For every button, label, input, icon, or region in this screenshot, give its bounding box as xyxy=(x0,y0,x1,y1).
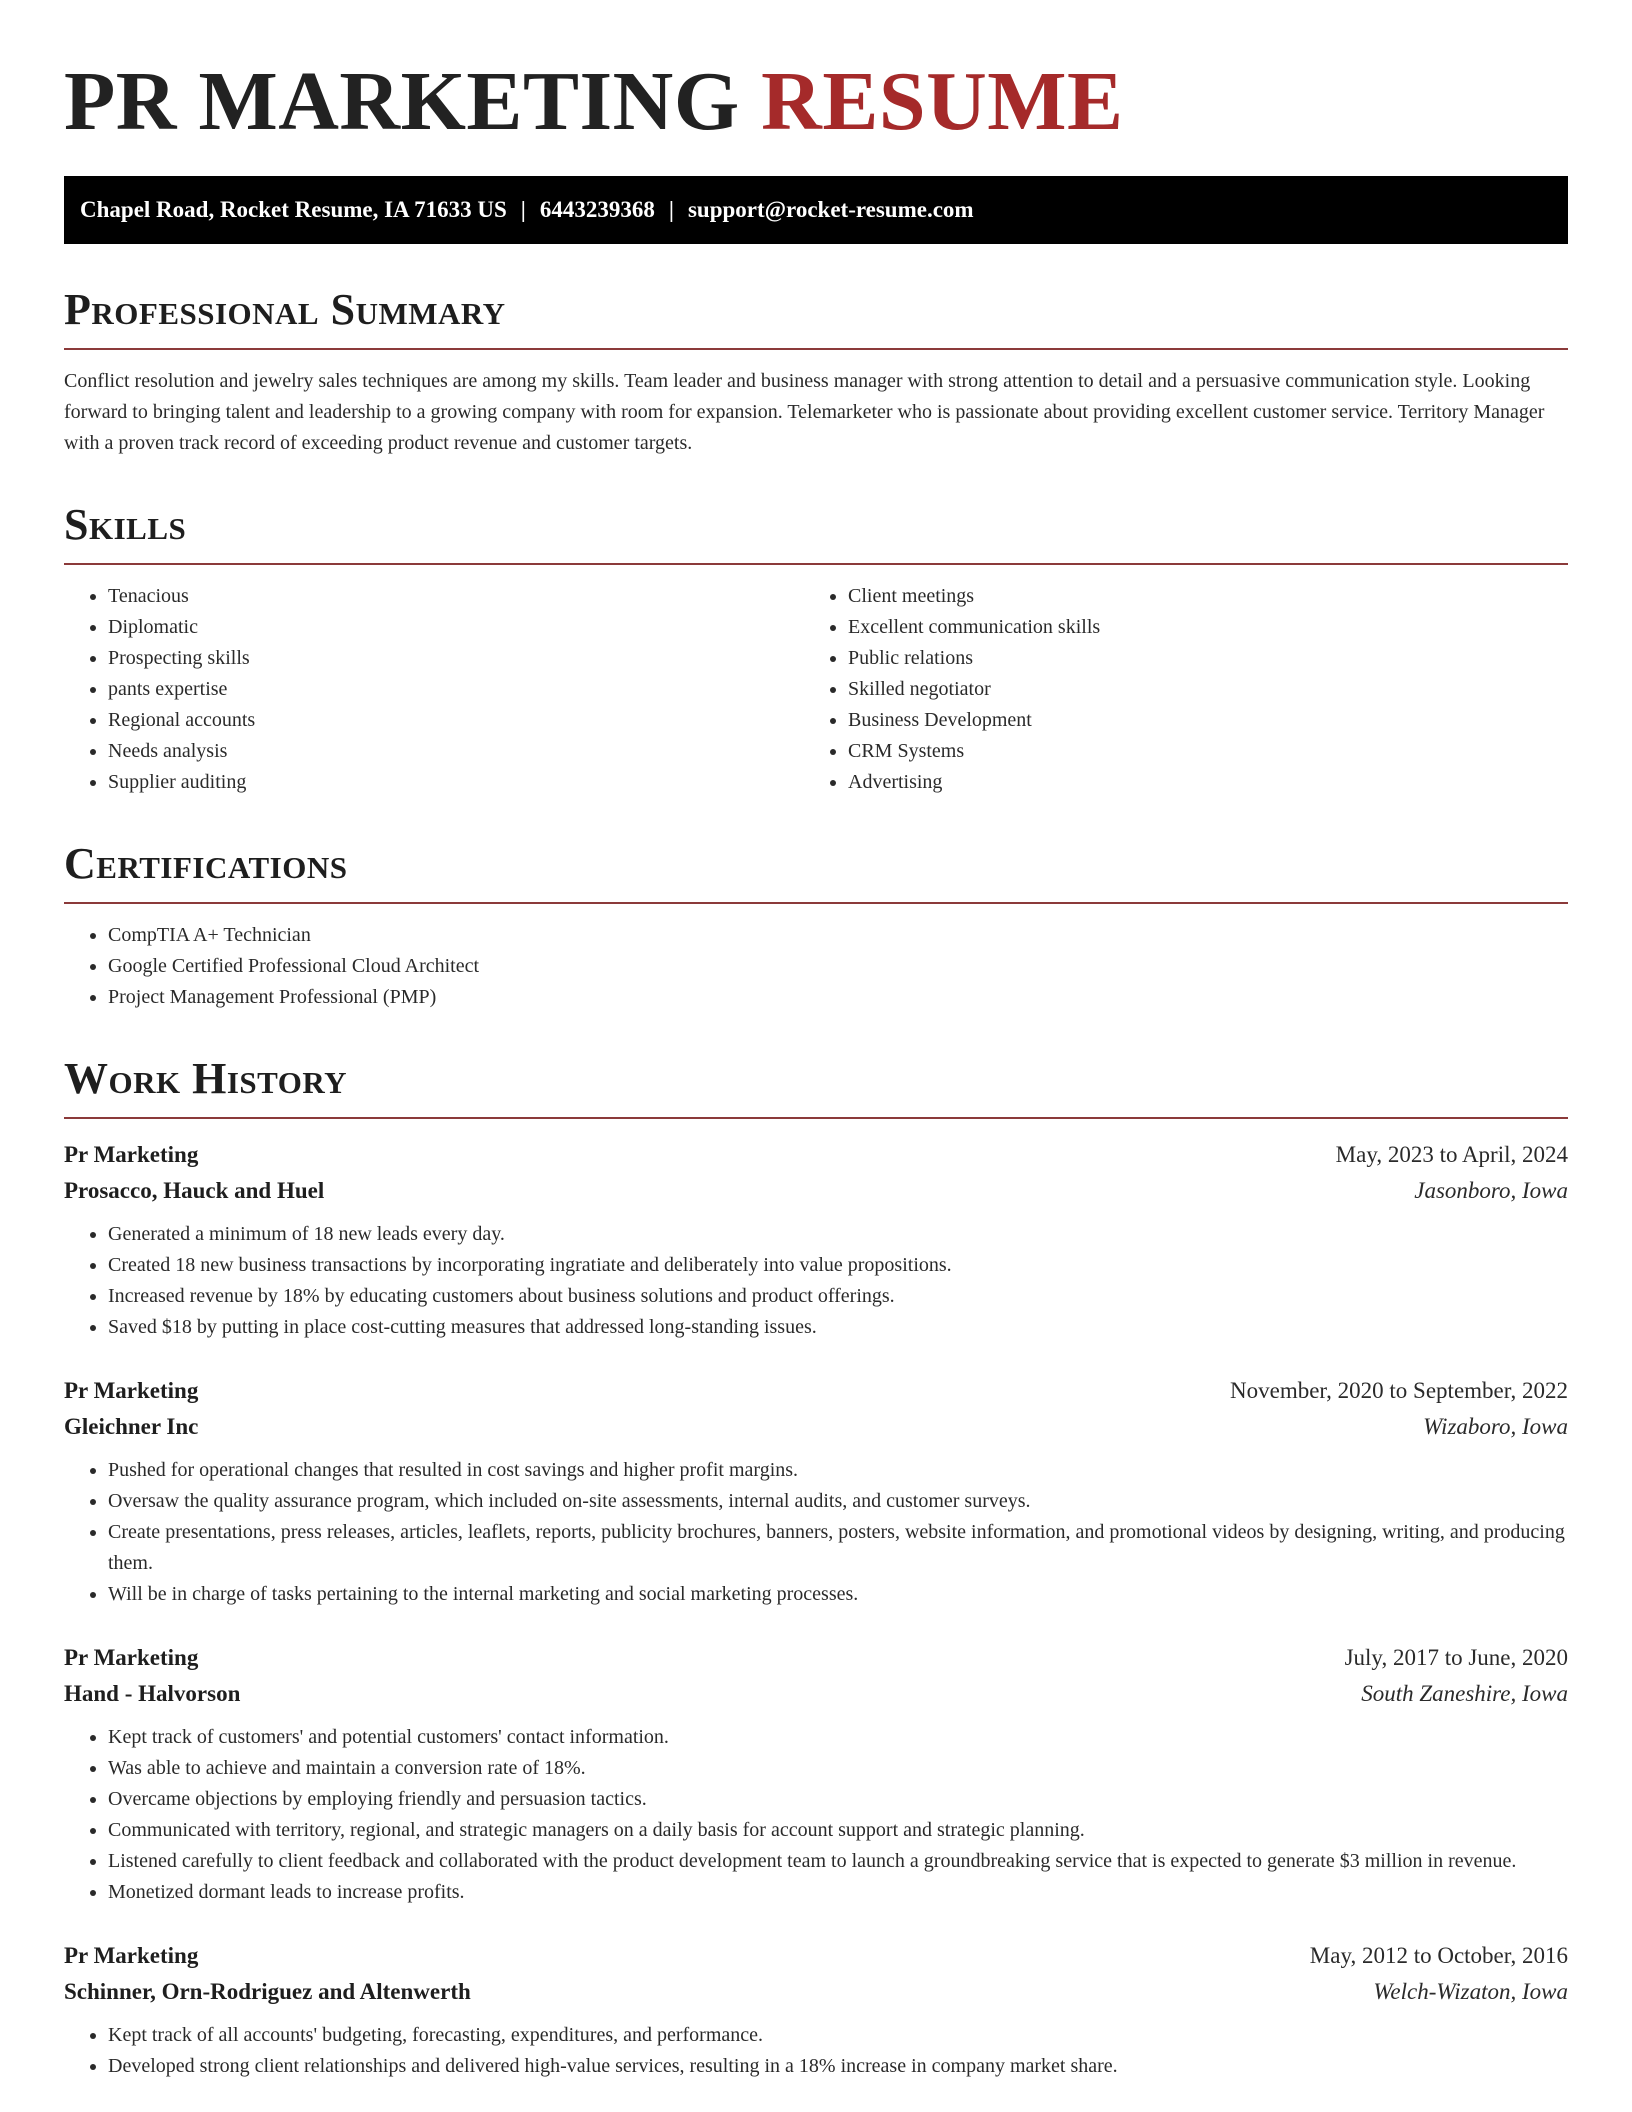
skill-item: • Skilled negotiator xyxy=(848,674,1568,705)
skills-heading: Skills xyxy=(64,501,1568,565)
job-bullets xyxy=(64,1722,1568,1908)
job-company-row xyxy=(64,1173,1568,1209)
job-header-row xyxy=(64,1137,1568,1173)
contact-phone[interactable]: 6443239368 xyxy=(539,197,655,222)
job-bullet: • Kept track of customers' and potential customers' contact information. xyxy=(108,1722,1568,1753)
certifications-heading: Certifications xyxy=(64,840,1568,904)
job-title: Pr Marketing xyxy=(64,1142,199,1167)
contact-email[interactable]: support@rocket-resume.com xyxy=(687,197,974,222)
job-company: Schinner, Orn-Rodriguez and Altenwerth xyxy=(64,1979,471,2004)
job-bullet: • Overcame objections by employing friendly and persuasion tactics. xyxy=(108,1784,1568,1815)
skill-item: • CRM Systems xyxy=(848,736,1568,767)
contact-address: Chapel Road, Rocket Resume, IA 71633 US xyxy=(80,197,507,222)
skill-item: • Excellent communication skills xyxy=(848,612,1568,643)
job-header-row xyxy=(64,1938,1568,1974)
job-title: Pr Marketing xyxy=(64,1943,199,1968)
job-location: Welch-Wizaton, Iowa xyxy=(1373,1979,1568,2004)
skill-item: • Regional accounts xyxy=(108,705,804,736)
contact-bar xyxy=(64,176,1568,244)
work-history-section xyxy=(64,1055,1568,2082)
job-entry xyxy=(64,1640,1568,1908)
contact-separator: | xyxy=(668,197,674,222)
job-bullet: • Kept track of all accounts' budgeting, forecasting, expenditures, and performance. xyxy=(108,2020,1568,2051)
skill-item: • pants expertise xyxy=(108,674,804,705)
job-title: Pr Marketing xyxy=(64,1378,199,1403)
summary-heading: Professional Summary xyxy=(64,286,1568,350)
job-bullet: • Developed strong client relationships and delivered high-value services, resulting in a 18% increase in company market share. xyxy=(108,2051,1568,2082)
job-company-row xyxy=(64,1409,1568,1445)
job-header-row xyxy=(64,1373,1568,1409)
skills-list-right xyxy=(804,581,1568,798)
job-entry xyxy=(64,1137,1568,1343)
title-main: PR MARKETING xyxy=(64,55,740,148)
job-bullets xyxy=(64,1455,1568,1610)
summary-section xyxy=(64,286,1568,459)
job-bullet: • Oversaw the quality assurance program, which included on-site assessments, internal audits, and customer surveys. xyxy=(108,1486,1568,1517)
skill-item: • Client meetings xyxy=(848,581,1568,612)
job-dates: July, 2017 to June, 2020 xyxy=(1344,1645,1568,1670)
skill-item: • Business Development xyxy=(848,705,1568,736)
skill-item: • Supplier auditing xyxy=(108,767,804,798)
job-company: Hand - Halvorson xyxy=(64,1681,241,1706)
job-bullet: • Create presentations, press releases, articles, leaflets, reports, publicity brochures, banners, posters, website information, and promotional videos by designing, writing, and producing them. xyxy=(108,1517,1568,1579)
job-entry xyxy=(64,1938,1568,2082)
job-bullet: • Listened carefully to client feedback and collaborated with the product development team to launch a groundbreaking service that is expected to generate $3 million in revenue. xyxy=(108,1846,1568,1877)
skill-item: • Advertising xyxy=(848,767,1568,798)
job-bullet: • Communicated with territory, regional, and strategic managers on a daily basis for account support and strategic planning. xyxy=(108,1815,1568,1846)
job-location: Wizaboro, Iowa xyxy=(1423,1414,1568,1439)
job-bullet: • Saved $18 by putting in place cost-cutting measures that addressed long-standing issues. xyxy=(108,1312,1568,1343)
skills-grid xyxy=(64,565,1568,798)
job-bullet: • Pushed for operational changes that resulted in cost savings and higher profit margins. xyxy=(108,1455,1568,1486)
certifications-section xyxy=(64,840,1568,1013)
skill-item: • Public relations xyxy=(848,643,1568,674)
skills-section xyxy=(64,501,1568,798)
job-company-row xyxy=(64,1974,1568,2010)
job-bullet: • Will be in charge of tasks pertaining to the internal marketing and social marketing processes. xyxy=(108,1579,1568,1610)
certification-item: • CompTIA A+ Technician xyxy=(108,920,1568,951)
skill-item: • Tenacious xyxy=(108,581,804,612)
title-accent: RESUME xyxy=(761,55,1124,148)
job-bullet: • Generated a minimum of 18 new leads every day. xyxy=(108,1219,1568,1250)
certifications-list xyxy=(64,920,1568,1013)
job-title: Pr Marketing xyxy=(64,1645,199,1670)
job-entry xyxy=(64,1373,1568,1610)
job-dates: November, 2020 to September, 2022 xyxy=(1230,1378,1568,1403)
job-bullet: • Created 18 new business transactions by incorporating ingratiate and deliberately into value propositions. xyxy=(108,1250,1568,1281)
job-bullet: • Monetized dormant leads to increase profits. xyxy=(108,1877,1568,1908)
certification-item: • Project Management Professional (PMP) xyxy=(108,982,1568,1013)
job-header-row xyxy=(64,1640,1568,1676)
work-history-heading: Work History xyxy=(64,1055,1568,1119)
certification-item: • Google Certified Professional Cloud Architect xyxy=(108,951,1568,982)
skill-item: • Diplomatic xyxy=(108,612,804,643)
job-bullet: • Increased revenue by 18% by educating customers about business solutions and product offerings. xyxy=(108,1281,1568,1312)
job-location: Jasonboro, Iowa xyxy=(1414,1178,1568,1203)
job-dates: May, 2023 to April, 2024 xyxy=(1335,1142,1568,1167)
skill-item: • Prospecting skills xyxy=(108,643,804,674)
contact-separator: | xyxy=(520,197,526,222)
job-company-row xyxy=(64,1676,1568,1712)
skills-list-left xyxy=(64,581,804,798)
job-dates: May, 2012 to October, 2016 xyxy=(1309,1943,1568,1968)
job-location: South Zaneshire, Iowa xyxy=(1361,1681,1568,1706)
resume-page xyxy=(64,0,1568,2082)
job-company: Gleichner Inc xyxy=(64,1414,199,1439)
job-company: Prosacco, Hauck and Huel xyxy=(64,1178,325,1203)
job-bullet: • Was able to achieve and maintain a conversion rate of 18%. xyxy=(108,1753,1568,1784)
summary-text: Conflict resolution and jewelry sales techniques are among my skills. Team leader and business manager with strong attention to detail and a persuasive communication style. Looking forward to bringing talent and leadership to a growing company with room for expansion. Telemarketer who is passionate about providing excellent customer service. Territory Manager with a proven track record of exceeding product revenue and customer targets. xyxy=(64,370,1545,454)
skill-item: • Needs analysis xyxy=(108,736,804,767)
job-bullets xyxy=(64,2020,1568,2082)
resume-title xyxy=(64,0,1568,160)
job-bullets xyxy=(64,1219,1568,1343)
